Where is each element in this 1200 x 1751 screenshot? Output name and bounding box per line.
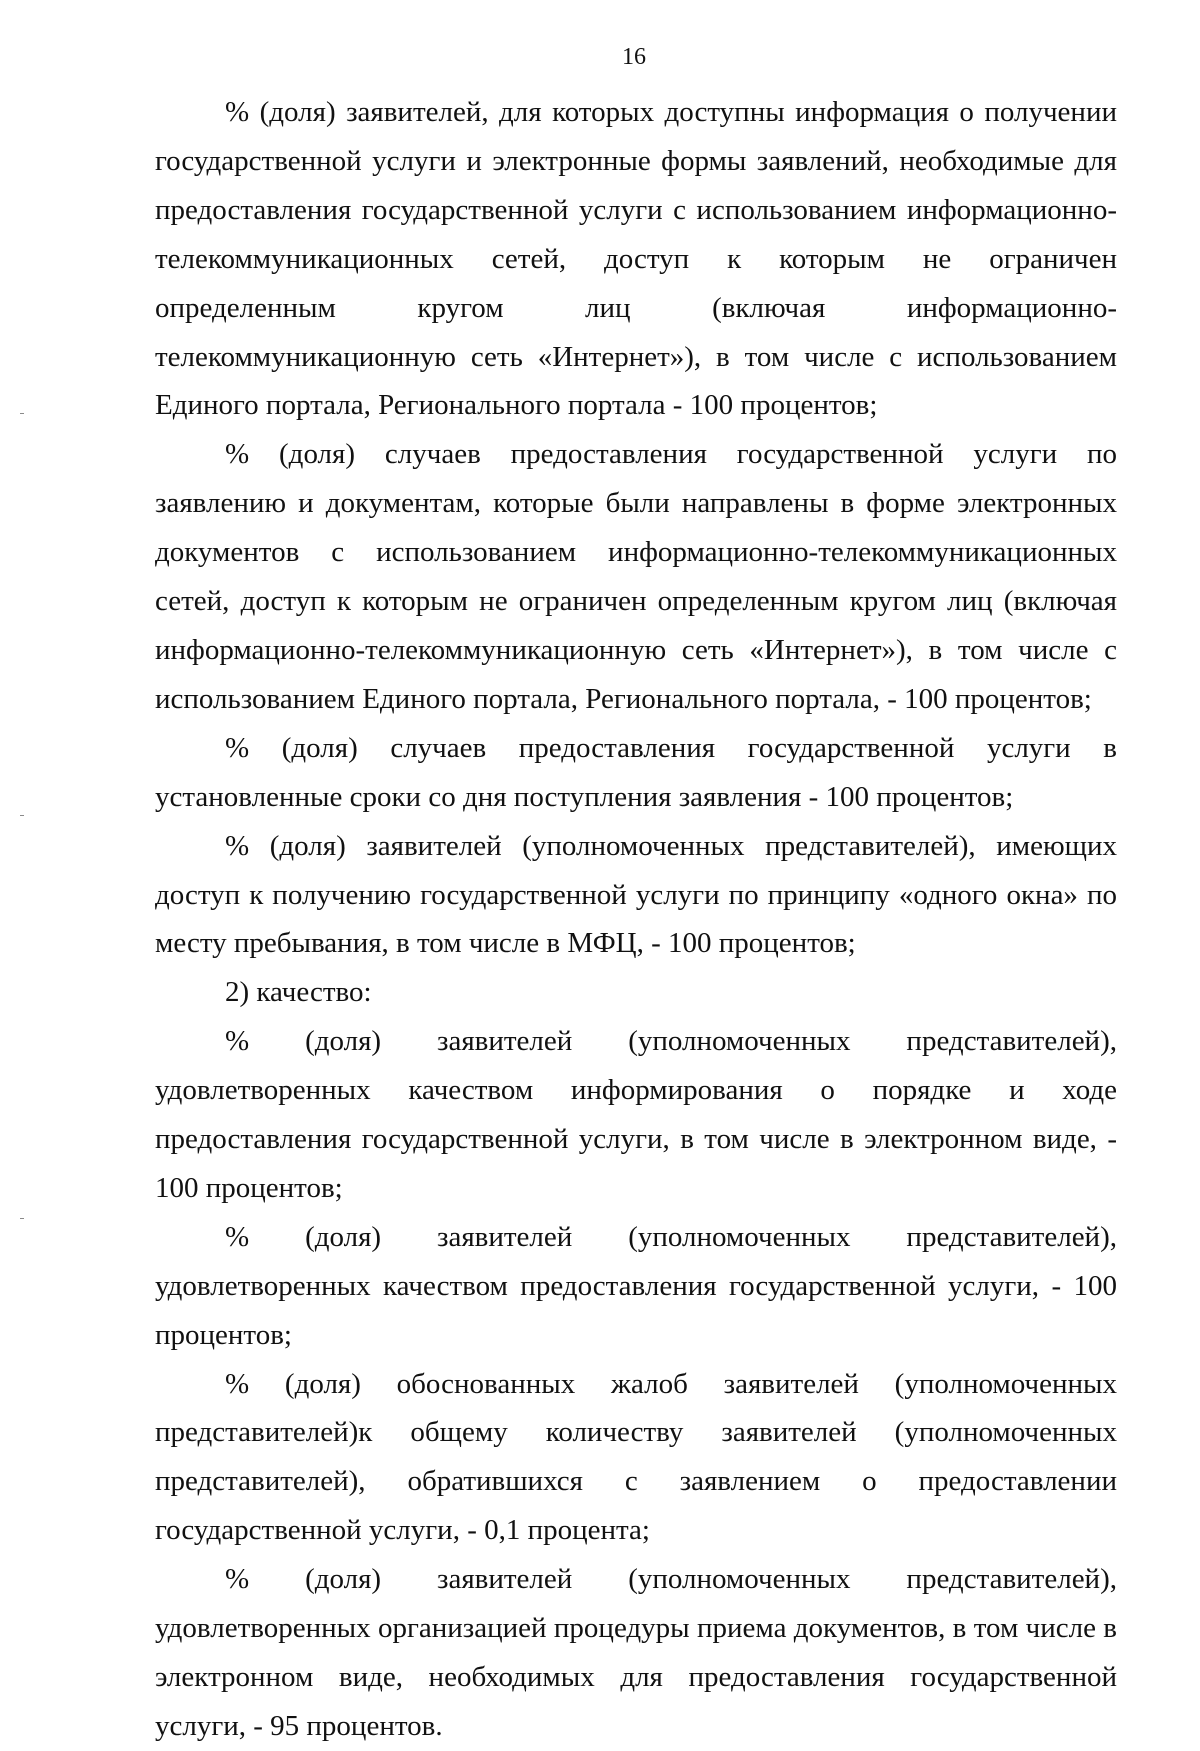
paragraph-electronic-submissions: % (доля) случаев предоставления государственной услуги по заявлению и документам, которые были направлены в форме электронных документов с использованием информационно-телекоммуникационных сетей, доступ к которым не ограничен определенным кругом лиц (включая информационно-телекоммуникационную сеть «Интернет»), в том числе с использованием Единого портала, Регионального портала, - 100 процентов; [155, 438, 1117, 715]
paragraph-reception-satisfaction: % (доля) заявителей (уполномоченных представителей), удовлетворенных организацией процедуры приема документов, в том числе в электронном виде, необходимых для предоставления государственной услуги, - 95 процентов. [155, 1563, 1117, 1742]
paragraph-one-window-access: % (доля) заявителей (уполномоченных представителей), имеющих доступ к получению государственной услуги по принципу «одного окна» по месту пребывания, в том числе в МФЦ, - 100 процентов; [155, 829, 1117, 960]
document-body [155, 88, 1117, 1751]
paragraph-informing-satisfaction: % (доля) заявителей (уполномоченных представителей), удовлетворенных качеством информирования о порядке и ходе предоставления государственной услуги, в том числе в электронном виде, - 100 процентов; [155, 1025, 1117, 1204]
scan-artifact-mark [20, 1218, 24, 1219]
page-number: 16 [622, 44, 646, 70]
paragraph-applicants-info-access: % (доля) заявителей, для которых доступны информация о получении государственной услуги и электронные формы заявлений, необходимые для предоставления государственной услуги с использованием информационно-телекоммуникационных сетей, доступ к которым не ограничен определенным кругом лиц (включая информационно-телекоммуникационную сеть «Интернет»), в том числе с использованием Единого портала, Регионального портала - 100 процентов; [155, 96, 1117, 422]
paragraph-service-satisfaction: % (доля) заявителей (уполномоченных представителей), удовлетворенных качеством предоставления государственной услуги, - 100 процентов; [155, 1220, 1117, 1351]
paragraph-deadlines: % (доля) случаев предоставления государственной услуги в установленные сроки со дня поступления заявления - 100 процентов; [155, 731, 1117, 813]
paragraph-complaints-share: % (доля) обоснованных жалоб заявителей (уполномоченных представителей)к общему количеству заявителей (уполномоченных представителей), обратившихся с заявлением о предоставлении государственной услуги, - 0,1 процента; [155, 1367, 1117, 1547]
paragraph-quality-heading: 2) качество: [225, 976, 372, 1009]
scan-artifact-mark [20, 815, 24, 816]
scan-artifact-mark [20, 413, 24, 414]
